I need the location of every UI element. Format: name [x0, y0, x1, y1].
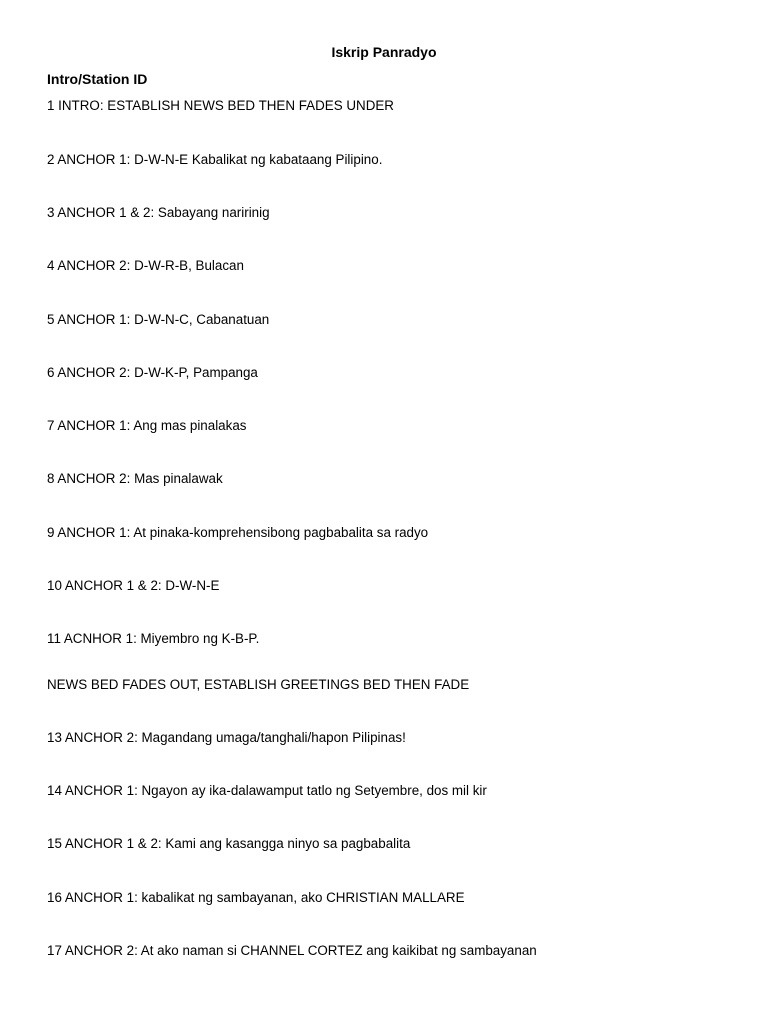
section-heading: Intro/Station ID: [47, 71, 148, 87]
script-line: 9 ANCHOR 1: At pinaka-komprehensibong pagbabalita sa radyo: [47, 525, 429, 540]
script-line: 13 ANCHOR 2: Magandang umaga/tanghali/hapon Pilipinas!: [47, 730, 406, 745]
script-line: NEWS BED FADES OUT, ESTABLISH GREETINGS BED THEN FADE: [47, 677, 470, 692]
script-line: 14 ANCHOR 1: Ngayon ay ika-dalawamput tatlo ng Setyembre, dos mil kir: [47, 783, 487, 798]
document-title: Iskrip Panradyo: [331, 44, 437, 60]
script-line: 15 ANCHOR 1 & 2: Kami ang kasangga ninyo sa pagbabalita: [47, 836, 411, 851]
script-line: 17 ANCHOR 2: At ako naman si CHANNEL CORTEZ ang kaikibat ng sambayanan: [47, 943, 537, 958]
script-line: 11 ACNHOR 1: Miyembro ng K-B-P.: [47, 631, 260, 646]
script-line: 10 ANCHOR 1 & 2: D-W-N-E: [47, 578, 220, 593]
script-line: 3 ANCHOR 1 & 2: Sabayang naririnig: [47, 205, 270, 220]
script-line: 4 ANCHOR 2: D-W-R-B, Bulacan: [47, 258, 244, 273]
script-line: 2 ANCHOR 1: D-W-N-E Kabalikat ng kabataang Pilipino.: [47, 152, 383, 167]
script-line: 5 ANCHOR 1: D-W-N-C, Cabanatuan: [47, 312, 270, 327]
script-line: 6 ANCHOR 2: D-W-K-P, Pampanga: [47, 365, 258, 380]
script-line: 7 ANCHOR 1: Ang mas pinalakas: [47, 418, 247, 433]
script-line: 8 ANCHOR 2: Mas pinalawak: [47, 471, 223, 486]
script-line: 1 INTRO: ESTABLISH NEWS BED THEN FADES UNDER: [47, 98, 394, 113]
script-line: 16 ANCHOR 1: kabalikat ng sambayanan, ako CHRISTIAN MALLARE: [47, 890, 465, 905]
